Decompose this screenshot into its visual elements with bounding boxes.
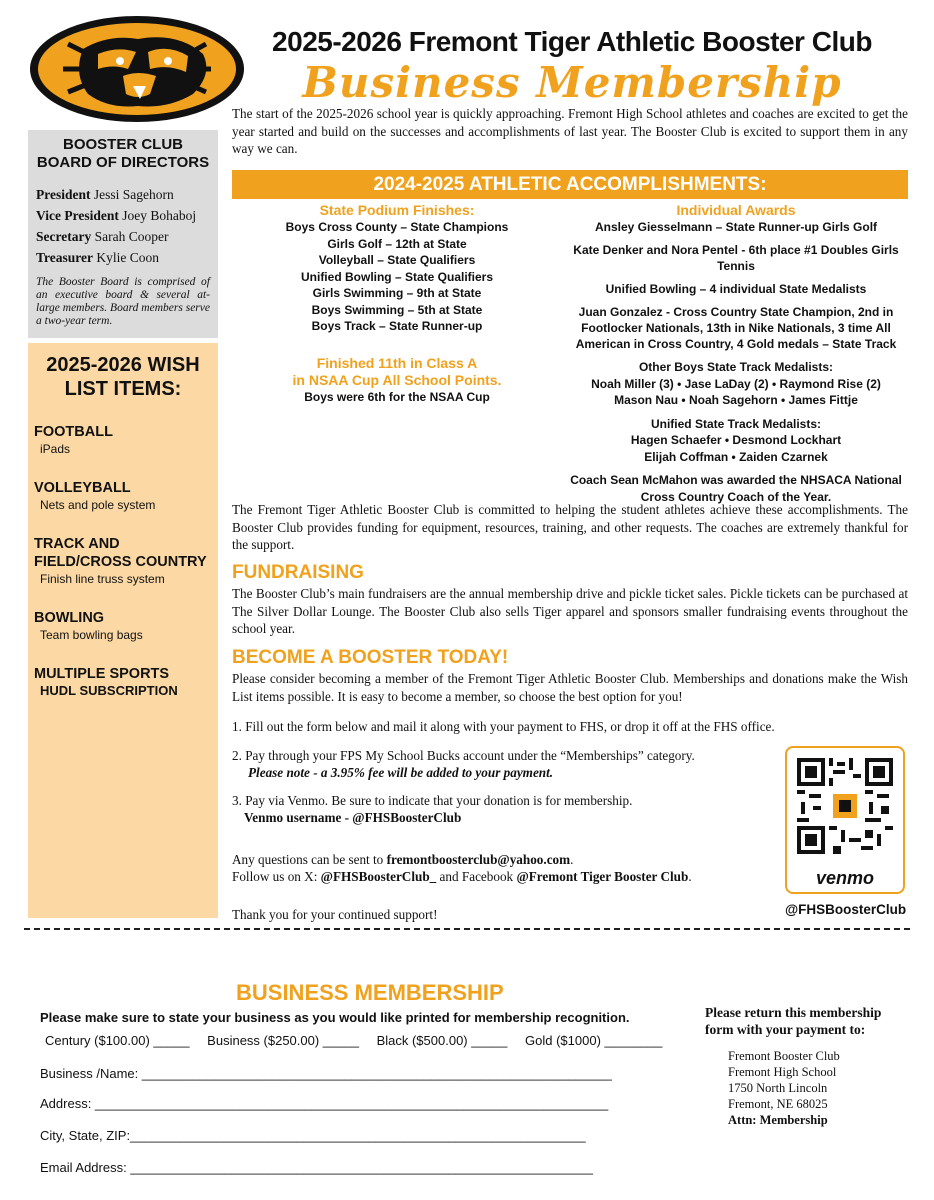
step-2-note: Please note - a 3.95% fee will be added to your payment. bbox=[248, 765, 554, 780]
accomplishments-left-column bbox=[232, 202, 562, 405]
venmo-handle: @FHSBoosterClub bbox=[785, 902, 907, 917]
officer-president: President Jessi Sagehorn bbox=[36, 187, 174, 202]
level-black-field[interactable]: Black ($500.00) _____ bbox=[376, 1033, 508, 1048]
wish-list-heading: 2025-2026 WISH LIST ITEMS: bbox=[46, 354, 200, 400]
unified-track-heading: Unified State Track Medalists: bbox=[650, 416, 822, 431]
x-handle-link[interactable]: @FHSBoosterClub_ bbox=[320, 869, 437, 884]
fundraising-paragraph: The Booster Club’s main fundraisers are the annual membership drive and pickle ticket sales. Pickle tickets can be purchased at The Silver Dollar Lounge. The Booster Club also sells Tiger apparel and sponsors smaller fundraising events throughout the school year. bbox=[232, 586, 908, 636]
nsaa-heading: in NSAA Cup All School Points. bbox=[292, 371, 502, 388]
wish-item: Finish line truss system bbox=[40, 572, 165, 586]
form-instruction: Please make sure to state your business as you would like printed for membership recognition. bbox=[40, 1010, 630, 1025]
contact-email-link[interactable]: fremontboosterclub@yahoo.com bbox=[386, 852, 571, 867]
officer-vice-president: Vice President Joey Bohaboj bbox=[36, 208, 197, 223]
nsaa-heading: Finished 11th in Class A bbox=[316, 354, 478, 371]
level-gold-field[interactable]: Gold ($1000) ________ bbox=[525, 1033, 663, 1048]
venmo-username: Venmo username - @FHSBoosterClub bbox=[244, 810, 462, 825]
individual-awards-heading: Individual Awards bbox=[676, 202, 796, 218]
step-3 bbox=[232, 792, 772, 826]
city-state-zip-field[interactable]: City, State, ZIP:_______________________________________________________________ bbox=[40, 1128, 586, 1143]
step-1: 1. Fill out the form below and mail it along with your payment to FHS, or drop it off at the FHS office. bbox=[232, 719, 775, 734]
membership-levels bbox=[45, 1033, 685, 1048]
return-address-line: 1750 North Lincoln bbox=[728, 1081, 828, 1095]
level-century-field[interactable]: Century ($100.00) _____ bbox=[45, 1033, 190, 1048]
venmo-qr-card[interactable] bbox=[785, 746, 905, 894]
commitment-paragraph: The Fremont Tiger Athletic Booster Club is committed to helping the student athletes achieve these accomplishments. The Booster Club provides funding for equipment, resources, training, and other requests. The coaches are extremely thankful for the support. bbox=[232, 502, 908, 552]
venmo-logo: venmo bbox=[815, 868, 875, 888]
state-podium-heading: State Podium Finishes: bbox=[319, 202, 475, 218]
wish-item: HUDL SUBSCRIPTION bbox=[40, 683, 178, 698]
list-item: Girls Swimming – 9th at State bbox=[312, 286, 482, 300]
wish-item: iPads bbox=[40, 442, 71, 456]
step-3-text: 3. Pay via Venmo. Be sure to indicate that your donation is for membership. bbox=[232, 793, 633, 808]
accomplishments-heading: 2024-2025 ATHLETIC ACCOMPLISHMENTS: bbox=[232, 170, 908, 199]
list-item: Noah Miller (3) • Jase LaDay (2) • Raymond Rise (2) bbox=[591, 376, 881, 391]
address-field[interactable]: Address: _______________________________________________________________________ bbox=[40, 1096, 609, 1111]
return-address-line: Fremont High School bbox=[728, 1065, 837, 1079]
return-heading: Please return this membership form with your payment to: bbox=[705, 1005, 882, 1037]
contact-info: Any questions can be sent to fremontboosterclub@yahoo.com. Follow us on X: @FHSBoosterClub_ and Facebook @Fremont Tiger Booster Club. bbox=[232, 852, 692, 884]
wish-category: BOWLING bbox=[34, 610, 105, 626]
wish-category: VOLLEYBALL bbox=[34, 480, 131, 496]
form-heading: BUSINESS MEMBERSHIP bbox=[236, 980, 504, 1005]
accomplishments-right-column bbox=[564, 202, 908, 505]
wish-category: TRACK AND FIELD/CROSS COUNTRY bbox=[34, 536, 207, 570]
intro-paragraph: The start of the 2025-2026 school year is quickly approaching. Fremont High School athletes and coaches are excited to get the year started and build on the successes and accomplishments of last year. The Booster Club is excited to support them in any way we can. bbox=[232, 106, 908, 156]
other-track-heading: Other Boys State Track Medalists: bbox=[638, 360, 834, 374]
list-item: Elijah Coffman • Zaiden Czarnek bbox=[644, 449, 828, 464]
list-item: Boys Track – State Runner-up bbox=[311, 319, 483, 333]
list-item: Boys Swimming – 5th at State bbox=[311, 302, 483, 317]
officer-secretary: Secretary Sarah Cooper bbox=[36, 229, 169, 244]
step-2 bbox=[232, 747, 772, 781]
list-item: Girls Golf – 12th at State bbox=[327, 236, 467, 251]
page-title: 2025-2026 Fremont Tiger Athletic Booster Club bbox=[272, 26, 872, 57]
list-item: Unified Bowling – State Qualifiers bbox=[300, 269, 494, 284]
level-business-field[interactable]: Business ($250.00) _____ bbox=[207, 1033, 359, 1048]
qr-code-icon bbox=[797, 758, 893, 854]
cut-line-divider bbox=[24, 928, 910, 930]
facebook-handle-link[interactable]: @Fremont Tiger Booster Club bbox=[516, 869, 689, 884]
wish-category: MULTIPLE SPORTS bbox=[34, 666, 170, 682]
become-booster-heading: BECOME A BOOSTER TODAY! bbox=[232, 647, 509, 668]
coach-award: Coach Sean McMahon was awarded the NHSACA National Cross Country Coach of the Year. bbox=[570, 473, 902, 504]
board-note: The Booster Board is comprised of an executive board & several at-large members. Board members serve a two-year term. bbox=[36, 276, 210, 327]
email-address-field[interactable]: Email Address: ________________________________________________________________ bbox=[40, 1160, 594, 1175]
wish-item: Nets and pole system bbox=[40, 498, 156, 512]
list-item: Kate Denker and Nora Pentel - 6th place #1 Doubles Girls Tennis bbox=[573, 243, 899, 273]
list-item: Mason Nau • Noah Sagehorn • James Fittje bbox=[614, 393, 858, 407]
board-heading: BOOSTER CLUB BOARD OF DIRECTORS bbox=[36, 136, 210, 171]
wish-list-panel bbox=[28, 343, 218, 918]
return-attn: Attn: Membership bbox=[728, 1113, 828, 1127]
list-item: Boys Cross County – State Champions bbox=[285, 220, 509, 234]
list-item: Ansley Giesselmann – State Runner-up Girls Golf bbox=[594, 220, 878, 234]
list-item: Juan Gonzalez - Cross Country State Champion, 2nd in Footlocker Nationals, 13th in Nike Nationals, 3 time All American in Cross Country, 4 Gold medals – State Track bbox=[575, 305, 897, 351]
list-item: Volleyball – State Qualifiers bbox=[318, 253, 476, 267]
wish-category: FOOTBALL bbox=[34, 424, 113, 440]
business-name-field[interactable]: Business /Name: _________________________________________________________________ bbox=[40, 1066, 612, 1081]
officer-treasurer: Treasurer Kylie Coon bbox=[36, 250, 159, 265]
page-subtitle: Business Membership bbox=[302, 58, 842, 107]
return-address-line: Fremont, NE 68025 bbox=[728, 1097, 828, 1111]
tiger-head-logo bbox=[28, 14, 246, 124]
nsaa-note: Boys were 6th for the NSAA Cup bbox=[304, 389, 490, 404]
fundraising-heading: FUNDRAISING bbox=[232, 562, 364, 583]
become-booster-paragraph: Please consider becoming a member of the Fremont Tiger Athletic Booster Club. Memberships and donations make the Wish List items possible. It is easy to become a member, so choose the best option for you! bbox=[232, 671, 908, 704]
list-item: Hagen Schaefer • Desmond Lockhart bbox=[630, 433, 842, 447]
return-address-line: Fremont Booster Club bbox=[728, 1049, 840, 1063]
list-item: Unified Bowling – 4 individual State Medalists bbox=[605, 282, 867, 296]
step-2-text: 2. Pay through your FPS My School Bucks account under the “Memberships” category. bbox=[232, 748, 695, 763]
thanks-text: Thank you for your continued support! bbox=[232, 907, 438, 922]
wish-item: Team bowling bags bbox=[40, 628, 143, 642]
board-of-directors-panel bbox=[28, 130, 218, 338]
return-address-block bbox=[705, 1004, 905, 1128]
